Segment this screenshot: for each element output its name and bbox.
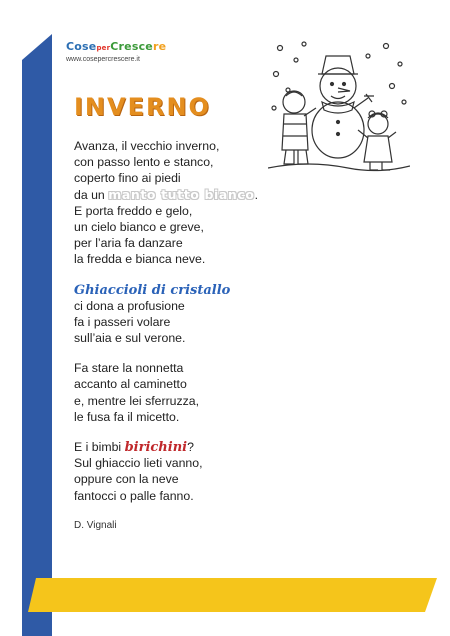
poem-author: D. Vignali xyxy=(74,520,117,531)
yellow-bottom-band xyxy=(28,578,437,612)
poem-line: la fredda e bianca neve. xyxy=(74,252,206,267)
poem-line: coperto fino ai piedi xyxy=(74,171,181,186)
poem-line: per l’aria fa danzare xyxy=(74,236,183,251)
poem-line: oppure con la neve xyxy=(74,472,179,487)
poem-line: Avanza, il vecchio inverno, xyxy=(74,139,220,153)
poem-line: accanto al caminetto xyxy=(74,377,187,392)
poem-line: sull’aia e sul verone. xyxy=(74,331,186,346)
site-url[interactable]: www.cosepercrescere.it xyxy=(66,56,140,63)
page-title: INVERNO xyxy=(74,93,211,121)
poem-line: le fusa fa il micetto. xyxy=(74,409,180,424)
highlight-white-text: manto tutto bianco xyxy=(108,186,255,202)
poem-line: un cielo bianco e greve, xyxy=(74,219,204,234)
highlight-blue-text: Ghiaccioli di cristallo xyxy=(74,282,231,298)
poem-line: E porta freddo e gelo, xyxy=(74,203,193,218)
poem-line: fa i passeri volare xyxy=(74,314,171,329)
poem-line xyxy=(74,282,334,298)
poem-line: Fa stare la nonnetta xyxy=(74,361,184,376)
poem-line: E i bimbi birichini? xyxy=(74,440,194,455)
poem-line: con passo lento e stanco, xyxy=(74,155,214,170)
poem xyxy=(74,138,334,504)
poem-line: Sul ghiaccio lieti vanno, xyxy=(74,456,203,471)
poem-line: e, mentre lei sferruzza, xyxy=(74,393,200,408)
poem-line: fantocci o palle fanno. xyxy=(74,488,194,503)
poem-line: da un manto tutto bianco. xyxy=(74,186,259,202)
site-logo[interactable]: CoseperCrescere xyxy=(66,40,167,53)
blue-side-band xyxy=(22,34,52,636)
poem-line: ci dona a profusione xyxy=(74,298,185,313)
highlight-red-text: birichini xyxy=(124,440,188,455)
